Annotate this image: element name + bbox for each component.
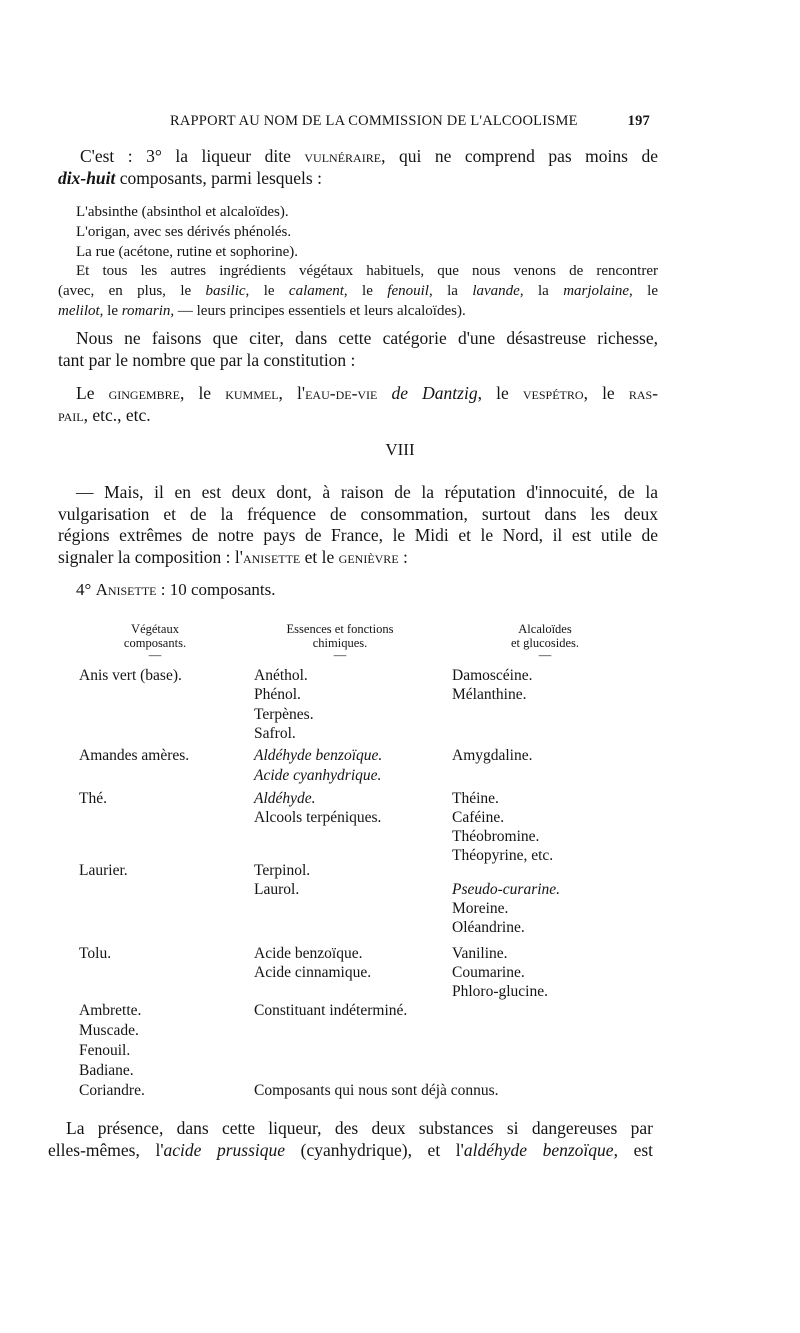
table-cell: Laurier. <box>79 862 128 879</box>
text-line: régions extrêmes de notre pays de France, le Midi et le Nord, il est utile de <box>58 525 658 545</box>
column-dash: — <box>333 648 347 662</box>
text-line: La présence, dans cette liqueur, des deux substances si dangereuses par <box>66 1118 653 1138</box>
column-dash: — <box>148 648 162 662</box>
table-cell: Moreine. <box>452 900 509 917</box>
table-cell: Théine. <box>452 790 499 807</box>
text-line: pail, etc., etc. <box>58 404 151 425</box>
paragraph-categorie <box>58 328 658 371</box>
table-cell: Terpinol. <box>254 862 311 879</box>
paragraph-vulneraire <box>58 146 658 189</box>
table-cell: Caféine. <box>452 809 505 826</box>
table-cell: Oléandrine. <box>452 919 525 936</box>
table-cell: Acide cyanhydrique. <box>254 767 382 784</box>
table-cell: Acide cinnamique. <box>254 964 372 981</box>
table-cell: Damoscéine. <box>452 667 533 684</box>
ingredient-list <box>58 203 658 322</box>
text-line: (avec, en plus, le basilic, le calament, le fenouil, la lavande, la marjolaine, le <box>58 283 659 300</box>
table-cell: Phloro-glucine. <box>452 983 548 1000</box>
table-cell: Coriandre. <box>79 1082 145 1099</box>
table-cell: Pseudo-curarine. <box>452 881 561 898</box>
page-number: 197 <box>627 113 650 129</box>
table-cell: Vaniline. <box>452 945 508 962</box>
text-line: vulgarisation et de la fréquence de consommation, surtout dans les deux <box>58 503 658 524</box>
table-cell: Aldéhyde benzoïque. <box>254 747 383 764</box>
paragraph-anisette-genievre <box>58 482 658 568</box>
list-item: L'absinthe (absinthol et alcaloïdes). <box>76 204 289 220</box>
anisette-subtitle: 4° Anisette : 10 composants. <box>76 580 276 599</box>
running-title: RAPPORT AU NOM DE LA COMMISSION DE L'ALCOOLISME <box>170 113 578 129</box>
column-header-vegetaux: Végétaux composants. <box>123 622 187 650</box>
table-cell: Mélanthine. <box>452 686 527 703</box>
table-cell: Safrol. <box>254 725 296 742</box>
table-cell: Alcools terpéniques. <box>254 809 382 826</box>
table-cell: Acide benzoïque. <box>254 945 363 962</box>
table-cell: Muscade. <box>79 1022 139 1039</box>
text-line: tant par le nombre que par la constitution : <box>58 349 356 370</box>
table-cell: Coumarine. <box>452 964 525 981</box>
list-item: La rue (acétone, rutine et sophorine). <box>76 243 298 260</box>
section-heading: VIII <box>385 440 415 459</box>
text-line: Le gingembre, le kummel, l'eau-de-vie de Dantzig, le vespétro, le ras- <box>76 383 658 403</box>
table-cell: Amandes amères. <box>79 747 190 764</box>
table-cell: Thé. <box>79 790 107 807</box>
list-item: L'origan, avec ses dérivés phénolés. <box>76 223 292 240</box>
paragraph-liqueurs <box>58 383 658 426</box>
table-cell: Constituant indéterminé. <box>254 1002 408 1019</box>
table-cell: Laurol. <box>254 881 300 898</box>
table-cell: Amygdaline. <box>452 747 533 764</box>
text-line: — Mais, il en est deux dont, à raison de la réputation d'innocuité, de la <box>76 482 658 502</box>
text-line: melilot, le romarin, — leurs principes essentiels et leurs alcaloïdes). <box>58 302 466 319</box>
table-cell: Fenouil. <box>79 1042 131 1059</box>
column-dash: — <box>538 648 552 662</box>
text-line: Nous ne faisons que citer, dans cette catégorie d'une désastreuse richesse, <box>76 328 658 348</box>
table-cell: Anéthol. <box>254 667 308 684</box>
paragraph-presence <box>48 1118 653 1161</box>
table-cell: Terpènes. <box>254 706 314 723</box>
column-header-alcaloides: Alcaloïdes et glucosides. <box>510 622 580 650</box>
table-cell: Badiane. <box>79 1062 134 1079</box>
table-cell: Anis vert (base). <box>79 667 182 684</box>
table-cell: Tolu. <box>79 945 112 962</box>
table-cell: Théobromine. <box>452 828 540 845</box>
table-cell: Ambrette. <box>79 1002 142 1019</box>
text-line: signaler la composition : l'anisette et le genièvre : <box>58 546 408 567</box>
table-cell: Aldéhyde. <box>254 790 316 807</box>
text-line: elles-mêmes, l'acide prussique (cyanhydrique), et l'aldéhyde benzoïque, est <box>48 1139 654 1160</box>
text-line: dix-huit composants, parmi lesquels : <box>58 167 322 188</box>
text-line: C'est : 3° la liqueur dite vulnéraire, qui ne comprend pas moins de <box>80 146 658 166</box>
list-item: Et tous les autres ingrédients végétaux habituels, que nous venons de rencontrer <box>76 263 658 280</box>
table-cell: Phénol. <box>254 686 301 703</box>
table-cell: Composants qui nous sont déjà connus. <box>254 1082 499 1099</box>
table-cell: Théopyrine, etc. <box>452 847 554 864</box>
column-header-essences: Essences et fonctions chimiques. <box>286 622 394 650</box>
